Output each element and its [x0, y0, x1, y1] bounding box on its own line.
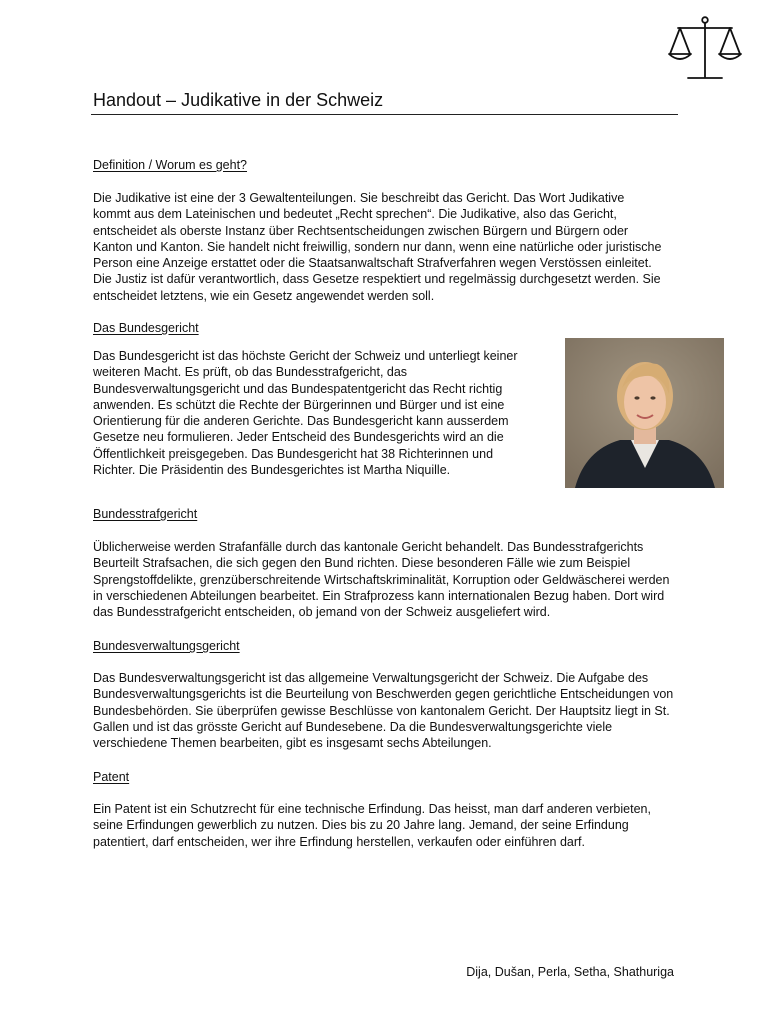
section-text-bundesgericht: Das Bundesgericht ist das höchste Gericht der Schweiz und unterliegt keiner weiteren Macht. Es prüft, ob das Bundesstrafgericht, das Bundesverwaltungsgericht und das Bundespatentgericht das Recht richtig anwenden. Es schützt die Rechte der Bürgerinnen und Bürger und ist eine Orientierung für die anderen Gerichte. Das Bundesgericht kann ausserdem Gesetze neu formulieren. Jeder Entscheid des Bundesgerichts wird an die Öffentlichkeit preisgegeben. Das Bundesgericht hat 38 Richterinnen und Richter. Die Präsidentin des Bundesgerichtes ist Martha Niquille. [93, 349, 518, 478]
section-heading-bundesverwaltungsgericht: Bundesverwaltungsgericht [93, 639, 240, 653]
section-text-patent: Ein Patent ist ein Schutzrecht für eine technische Erfindung. Das heisst, man darf anderen verbieten, seine Erfindungen gewerblich zu nutzen. Dies bis zu 20 Jahre lang. Jemand, der seine Erfindung patentiert, darf entscheiden, wer ihre Erfindung herstellen, verkaufen oder einführen darf. [93, 802, 651, 849]
page-title: Handout – Judikative in der Schweiz [93, 90, 384, 110]
section-heading-definition: Definition / Worum es geht? [93, 158, 248, 172]
section-heading-bundesgericht: Das Bundesgericht [93, 321, 199, 335]
title-divider [91, 114, 678, 115]
section-text-bundesverwaltungsgericht: Das Bundesverwaltungsgericht ist das allgemeine Verwaltungsgericht der Schweiz. Die Aufgabe des Bundesverwaltungsgerichts ist die Beurteilung von Beschwerden gegen gerichtliche Entscheidungen von Bundesbehörden. Sie überprüfen gewisse Beschlüsse von kantonalem Gericht. Der Hauptsitz liegt in St. Gallen und ist das grösste Gericht auf Bundesebene. Da die Bundesverwaltungsgerichte viele verschiedene Themen bearbeiten, gibt es insgesamt sechs Abteilungen. [93, 671, 674, 751]
section-heading-patent: Patent [93, 770, 130, 784]
section-text-definition: Die Judikative ist eine der 3 Gewaltenteilungen. Sie beschreibt das Gericht. Das Wort Judikative kommt aus dem Lateinischen und bedeutet „Recht sprechen“. Die Judikative, also das Gericht, entscheidet als oberste Instanz über Rechtsentscheidungen zwischen Bürgern und Bürgern oder Kanton und Kanton. Sie handelt nicht freiwillig, sondern nur dann, wenn eine natürliche oder juristische Person eine Anzeige erstattet oder die Staatsanwaltschaft Strafverfahren wegen Verstössen einleitet. Die Justiz ist dafür verantwortlich, dass Gesetze respektiert und regelmässig durchgesetzt werden. Sie entscheidet letztens, wie ein Gesetz angewendet werden soll. [93, 191, 662, 303]
portrait-photo [565, 338, 724, 488]
section-heading-bundesstrafgericht: Bundesstrafgericht [93, 507, 198, 521]
section-text-bundesstrafgericht: Üblicherweise werden Strafanfälle durch das kantonale Gericht behandelt. Das Bundesstrafgerichts Beurteilt Strafsachen, die sich gegen den Bund richten. Diese besonderen Fälle wie zum Beispiel Sprengstoffdelikte, grenzüberschreitende Wirtschaftskriminalität, Korruption oder Geldwäscherei werden in verschiedenen Abteilungen bearbeitet. Ein Strafprozess kann internationalen Bezug haben. Dort wird das Bundesstrafgericht entscheiden, ob jemand von der Schweiz ausgeliefert wird. [93, 540, 670, 620]
scales-of-justice-icon [666, 14, 744, 84]
footer-authors: Dija, Dušan, Perla, Setha, Shathuriga [466, 965, 674, 979]
